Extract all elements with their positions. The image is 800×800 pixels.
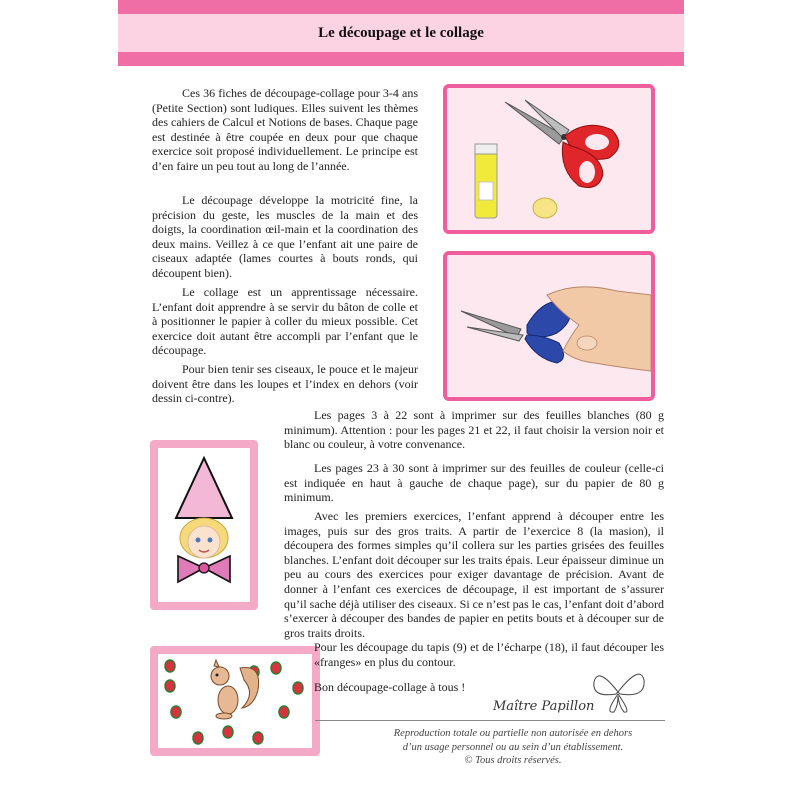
paragraph-franges: Pour les découpage du tapis (9) et de l’écharpe (18), il faut découper les «franges» en plus du contour. xyxy=(314,640,664,669)
paragraph-intro: Ces 36 fiches de découpage-collage pour 3-4 ans (Petite Section) sont ludiques. Elles suivent les thèmes des cahiers de Calcul et Notions de bases. Chaque page est destinée à être coupée en deux pour que chaque exercice soit proposé individuellement. Le principe est d’en faire un peu tout au long de l’année. xyxy=(152,86,418,173)
princess-image xyxy=(150,440,258,610)
copyright-footer xyxy=(358,727,668,768)
scissors-glue-illustration xyxy=(447,88,651,230)
paragraph-decoupage: Le découpage développe la motricité fine, la précision du geste, les muscles de la main et des doigts, la coordination œil-main et la coordination des deux mains. Veillez à ce que l’enfant ait une paire de ciseaux adaptée (lames courtes à bouts ronds, qui découpent bien). xyxy=(152,193,418,280)
squirrel-image xyxy=(150,646,320,756)
paragraph-pages-blanches: Les pages 3 à 22 sont à imprimer sur des feuilles blanches (80 g minimum). Attention : pour les pages 21 et 22, il faut choisir la version noir et blanc ou couleur, à votre convenance. xyxy=(284,408,664,452)
signature: Maître Papillon xyxy=(493,699,595,714)
butterfly-icon xyxy=(588,662,648,718)
paragraph-exercices: Avec les premiers exercices, l’enfant apprend à découper entre les images, puis sur des gros traits. A partir de l’exercice 8 (la masion), il découpera des formes simples qu’il collera sur les parties grisées des feuilles blanches. L’enfant doit découper sur les traits épais. Leur épaisseur diminue un peu au cours des exercices pour exiger davantage de précision. Avant de donner à l’enfant ces exercices de découpage, il est important de s’assurer qu’il sache déjà utiliser des ciseaux. Si ce n’est pas le cas, l’enfant doit d’abord s’exercer à découper des bandes de papier en petits bouts et à découper sur de gros traits droits. xyxy=(284,509,664,640)
header-banner xyxy=(118,0,684,66)
paragraph-collage: Le collage est un apprentissage nécessaire. L’enfant doit apprendre à se servir du bâton de colle et à positionner le papier à coller du mieux possible. Cet exercice doit autant être accompli par l’enfant que le découpage. xyxy=(152,285,418,358)
document-page xyxy=(118,0,684,800)
page-title: Le découpage et le collage xyxy=(118,14,684,52)
paragraph-pages-couleur: Les pages 23 à 30 sont à imprimer sur des feuilles de couleur (celle-ci est indiquée en haut à gauche de chaque page), sur du papier de 80 g minimum. xyxy=(284,461,664,505)
footer-line-1: Reproduction totale ou partielle non autorisée en dehors xyxy=(393,728,633,739)
paragraph-tenir-ciseaux: Pour bien tenir ses ciseaux, le pouce et le majeur doivent être dans les loupes et l’index en dehors (voir dessin ci-contre). xyxy=(152,362,418,406)
footer-line-2: d’un usage personnel ou au sein d’un établissement. xyxy=(402,741,624,753)
footer-line-3: © Tous droits réservés. xyxy=(464,755,562,766)
princess-hat-illustration xyxy=(158,448,250,602)
squirrel-acorns-illustration xyxy=(158,654,312,748)
hand-holding-scissors-illustration xyxy=(447,255,651,397)
hand-scissors-image xyxy=(443,251,655,401)
scissors-glue-image xyxy=(443,84,655,234)
signature-line xyxy=(315,720,665,721)
paragraph-bon-decoupage: Bon découpage-collage à tous ! xyxy=(314,680,466,694)
